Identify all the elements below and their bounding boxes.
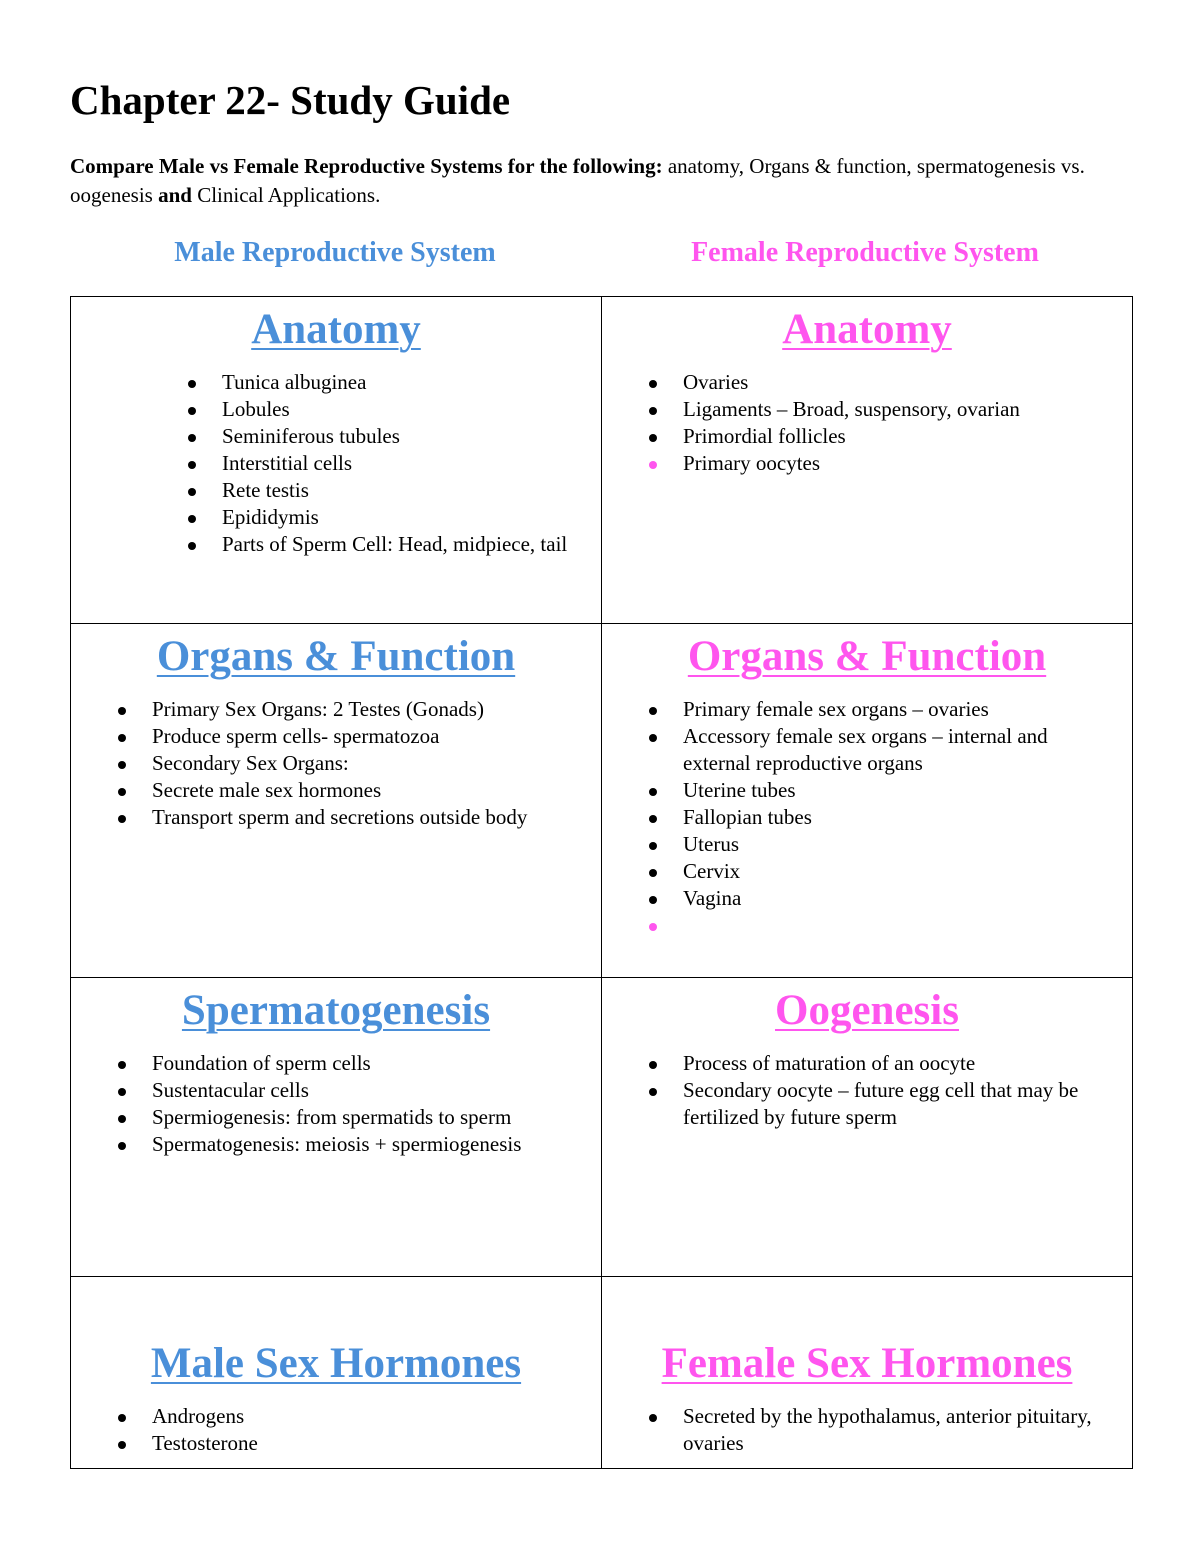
male-spermatogenesis-cell: [71, 978, 602, 1277]
list-item: [152, 723, 581, 750]
list-item-text: Tunica albuginea: [222, 370, 367, 394]
male-anatomy-cell: [71, 297, 602, 624]
list-item: [152, 777, 581, 804]
male-hormones: [71, 1277, 601, 1457]
bullet-icon: [118, 761, 126, 769]
list-item-text: Epididymis: [222, 505, 319, 529]
list-item: [152, 1403, 581, 1430]
list-item-text: Secreted by the hypothalamus, anterior pituitary, ovaries: [683, 1404, 1092, 1455]
bullet-icon: [649, 788, 657, 796]
list-item: [683, 831, 1112, 858]
female-hormones: [602, 1277, 1132, 1457]
list-item-text: Cervix: [683, 859, 741, 883]
bullet-icon: [118, 734, 126, 742]
bullet-icon: [649, 434, 657, 442]
bullet-icon: [649, 1414, 657, 1422]
list-item-text: Ligaments – Broad, suspensory, ovarian: [683, 397, 1020, 421]
list-item: [222, 369, 581, 396]
list-item: [683, 777, 1112, 804]
list-item: [683, 723, 1112, 777]
bullet-icon: [649, 407, 657, 415]
table-row-anatomy: [71, 297, 1133, 624]
list-item: [683, 912, 1112, 939]
list-item: [222, 531, 581, 558]
female-organs: [602, 624, 1132, 939]
list-item-text: Fallopian tubes: [683, 805, 812, 829]
female-female-sex-hormones-heading: Female Sex Hormones: [661, 1340, 1073, 1387]
female-oogenesis-cell: [602, 978, 1133, 1277]
list-item-text: Interstitial cells: [222, 451, 353, 475]
bullet-icon: [118, 815, 126, 823]
bullet-icon: [649, 1088, 657, 1096]
table-row-gametogenesis: [71, 978, 1133, 1277]
list-item: [683, 369, 1112, 396]
intro-paragraph: [70, 152, 1130, 210]
list-item: [683, 450, 1112, 477]
bullet-icon: [188, 380, 196, 388]
bullet-icon: [188, 542, 196, 550]
bullet-icon: [649, 1061, 657, 1069]
female-anatomy-heading: Anatomy: [782, 306, 952, 353]
list-item: [683, 1077, 1112, 1131]
list-item: [222, 477, 581, 504]
female-oogenesis: [602, 978, 1132, 1131]
bullet-icon: [118, 1414, 126, 1422]
list-item: [222, 504, 581, 531]
intro-and: and: [158, 183, 192, 207]
list-item: [152, 750, 581, 777]
male-spermatogenesis-heading: Spermatogenesis: [181, 987, 491, 1034]
list-item: [222, 423, 581, 450]
list-item-text: Primary oocytes: [683, 451, 821, 475]
bullet-icon: [188, 461, 196, 469]
list-item-text: Secrete male sex hormones: [152, 778, 382, 802]
bullet-icon: [118, 1088, 126, 1096]
list-item-text: Sustentacular cells: [152, 1078, 309, 1102]
female-anatomy-cell: [602, 297, 1133, 624]
list-item: [152, 1131, 581, 1158]
bullet-icon: [649, 707, 657, 715]
male-organs-cell: [71, 624, 602, 978]
list-item-text: Primary female sex organs – ovaries: [683, 697, 989, 721]
intro-topics-1: anatomy, Organs & function, spermatogenesis vs. oogenesis: [70, 154, 1085, 207]
table-row-organs: [71, 624, 1133, 978]
male-organs-function-list: [71, 696, 601, 831]
list-item: [683, 1403, 1112, 1457]
female-oogenesis-heading: Oogenesis: [775, 987, 959, 1034]
female-column-heading: Female Reproductive System: [691, 237, 1039, 268]
list-item-text: Process of maturation of an oocyte: [683, 1051, 976, 1075]
list-item: [152, 1104, 581, 1131]
male-male-sex-hormones-list: [71, 1403, 601, 1457]
list-item-text: Testosterone: [152, 1431, 258, 1455]
bullet-icon: [188, 488, 196, 496]
bullet-icon: [118, 788, 126, 796]
male-anatomy-heading: Anatomy: [251, 306, 421, 353]
list-item: [683, 396, 1112, 423]
list-item-text: Spermiogenesis: from spermatids to sperm: [152, 1105, 512, 1129]
bullet-icon: [118, 1061, 126, 1069]
male-organs-function-heading: Organs & Function: [156, 633, 516, 680]
male-spermatogenesis-list: [71, 1050, 601, 1158]
bullet-icon: [649, 842, 657, 850]
list-item: [222, 450, 581, 477]
list-item-text: Primordial follicles: [683, 424, 846, 448]
female-organs-cell: [602, 624, 1133, 978]
bullet-icon: [118, 1441, 126, 1449]
list-item-text: Uterus: [683, 832, 739, 856]
male-column-heading: Male Reproductive System: [174, 237, 496, 268]
female-oogenesis-list: [602, 1050, 1132, 1131]
list-item: [683, 1050, 1112, 1077]
list-item-text: Transport sperm and secretions outside body: [152, 805, 528, 829]
female-hormones-cell: [602, 1277, 1133, 1469]
bullet-icon: [649, 896, 657, 904]
female-organs-function-list: [602, 696, 1132, 939]
bullet-icon: [188, 515, 196, 523]
intro-lead: Compare Male vs Female Reproductive Systems for the following:: [70, 154, 663, 178]
list-item: [152, 696, 581, 723]
male-spermatogenesis: [71, 978, 601, 1158]
list-item: [683, 858, 1112, 885]
bullet-icon: [118, 1142, 126, 1150]
bullet-icon: [118, 1115, 126, 1123]
list-item-text: Lobules: [222, 397, 290, 421]
list-item: [222, 396, 581, 423]
list-item-text: Accessory female sex organs – internal and external reproductive organs: [683, 724, 1048, 775]
male-anatomy-list: [71, 369, 601, 558]
list-item-text: Parts of Sperm Cell: Head, midpiece, tail: [222, 532, 568, 556]
list-item-text: Spermatogenesis: meiosis + spermiogenesis: [152, 1132, 522, 1156]
list-item-text: Secondary Sex Organs:: [152, 751, 349, 775]
list-item-text: Ovaries: [683, 370, 749, 394]
male-hormones-cell: [71, 1277, 602, 1469]
bullet-icon: [188, 407, 196, 415]
bullet-icon: [649, 815, 657, 823]
bullet-icon: [649, 923, 657, 931]
list-item-text: Seminiferous tubules: [222, 424, 400, 448]
list-item: [683, 804, 1112, 831]
list-item: [152, 1050, 581, 1077]
bullet-icon: [649, 734, 657, 742]
female-organs-function-heading: Organs & Function: [687, 633, 1047, 680]
list-item-text: Vagina: [683, 886, 742, 910]
list-item: [152, 1430, 581, 1457]
page-title: Chapter 22- Study Guide: [70, 77, 511, 123]
list-item: [683, 423, 1112, 450]
list-item: [683, 696, 1112, 723]
list-item-text: Uterine tubes: [683, 778, 796, 802]
intro-topics-2: Clinical Applications.: [197, 183, 381, 207]
female-anatomy-list: [602, 369, 1132, 477]
list-item-text: Secondary oocyte – future egg cell that may be fertilized by future sperm: [683, 1078, 1079, 1129]
list-item-text: Androgens: [152, 1404, 245, 1428]
table-row-hormones: [71, 1277, 1133, 1469]
male-anatomy: [71, 297, 601, 558]
male-male-sex-hormones-heading: Male Sex Hormones: [150, 1340, 522, 1387]
female-female-sex-hormones-list: [602, 1403, 1132, 1457]
bullet-icon: [118, 707, 126, 715]
bullet-icon: [649, 869, 657, 877]
list-item: [683, 885, 1112, 912]
male-organs: [71, 624, 601, 831]
female-anatomy: [602, 297, 1132, 477]
bullet-icon: [649, 461, 657, 469]
bullet-icon: [649, 380, 657, 388]
comparison-table: [70, 296, 1133, 1469]
list-item-text: Foundation of sperm cells: [152, 1051, 371, 1075]
list-item: [152, 804, 581, 831]
list-item-text: Produce sperm cells- spermatozoa: [152, 724, 440, 748]
bullet-icon: [188, 434, 196, 442]
list-item: [152, 1077, 581, 1104]
list-item-text: Rete testis: [222, 478, 309, 502]
list-item-text: Primary Sex Organs: 2 Testes (Gonads): [152, 697, 484, 721]
